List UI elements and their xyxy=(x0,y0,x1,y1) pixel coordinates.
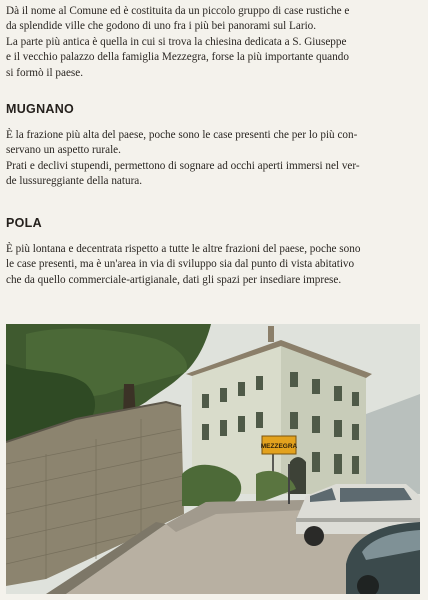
street-pole xyxy=(288,464,290,504)
pola-street-illustration xyxy=(6,324,420,594)
pola-line: le case presenti, ma è un'area in via di sviluppo sia dal punto di vista abitativo xyxy=(6,258,355,271)
mugnano-heading: MUGNANO xyxy=(6,102,75,116)
mugnano-line: servano un aspetto rurale. xyxy=(6,144,121,157)
pola-line: che da quello commerciale-artigianale, dati gli spazi per insediare imprese. xyxy=(6,273,342,286)
intro-line: e il vecchio palazzo della famiglia Mezzegra, forse la più importante quando xyxy=(6,51,349,64)
pola-heading: POLA xyxy=(6,216,42,230)
pola-line: È più lontana e decentrata rispetto a tutte le altre frazioni del paese, poche sono xyxy=(6,243,361,255)
pola-paragraph xyxy=(6,242,424,288)
intro-line: si formò il paese. xyxy=(6,66,84,79)
intro-line: Dà il nome al Comune ed è costituita da un piccolo gruppo di case rustiche e xyxy=(6,5,350,17)
mugnano-line: de lussureggiante della natura. xyxy=(6,175,143,188)
mugnano-line: È la frazione più alta del paese, poche sono le case presenti che per lo più con- xyxy=(6,129,358,141)
intro-paragraph xyxy=(6,4,424,81)
mugnano-line: Prati e declivi stupendi, permettono di sognare ad occhi aperti immersi nel ver- xyxy=(6,159,360,172)
intro-line: La parte più antica è quella in cui si trova la chiesina dedicata a S. Giuseppe xyxy=(6,35,347,48)
intro-line: da splendide ville che godono di uno fra i più bei panorami sul Lario. xyxy=(6,20,317,33)
mugnano-paragraph xyxy=(6,128,424,190)
pola-photo xyxy=(6,324,420,594)
village-sign-text: MEZZEGRA xyxy=(260,443,298,450)
